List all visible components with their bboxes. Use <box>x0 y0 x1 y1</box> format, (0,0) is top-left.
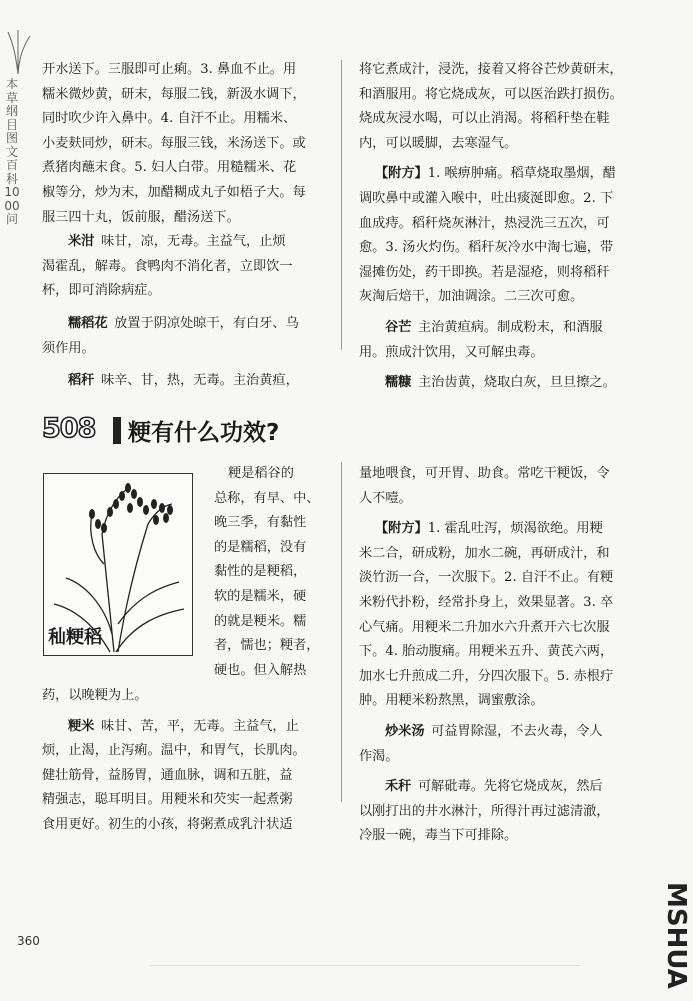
text-line: 人不噎。 <box>359 490 412 506</box>
entry-nuokang <box>359 371 631 396</box>
text-line: 1. 霍乱吐泻，烦渴欲绝。用粳 <box>427 521 603 537</box>
text-line: 小麦麸同炒，研末。每服三钱，米汤送下。或 <box>42 135 306 151</box>
right-column-top <box>359 58 631 396</box>
text-line: 的是糯稻，没有 <box>214 539 307 555</box>
entry-chaomitang <box>359 720 631 745</box>
text-line: 以刚打出的井水淋汁，所得汁再过滤清澈， <box>359 803 610 819</box>
text-line: 煮猪肉蘸末食。5. 妇人白带。用糙糯米、花 <box>42 160 297 176</box>
text-line: 须作用。 <box>42 340 95 356</box>
text-line: 1. 喉痹肿痛。稻草烧取墨烟，醋 <box>427 166 616 182</box>
text-line: 心气痛。用粳米二升加水六升煮开六七次服 <box>359 619 610 635</box>
entry-term: 糯糠 <box>385 375 412 391</box>
leaf-ornament-icon <box>4 28 32 76</box>
text-line: 米二合，研成粉，加水二碗，再研成汁，和 <box>359 545 610 561</box>
text-line: 下。4. 胎动腹痛。用粳米五升、黄芪六两， <box>359 644 614 660</box>
section-title: 粳有什么功效? <box>128 420 280 446</box>
entry-term: 【附方】 <box>375 521 428 537</box>
section-number: 508 <box>42 413 96 444</box>
text-line: 将它煮成汁，浸洗，接着又将谷芒炒黄研末， <box>359 62 623 77</box>
right-column-bottom <box>359 462 631 849</box>
text-line: 血成痔。稻秆烧灰淋汁，热浸洗三五次，可 <box>359 215 610 231</box>
text-line: 同时吹少许入鼻中。4. 自汗不止。用糯米、 <box>42 111 297 127</box>
entry-term: 禾秆 <box>385 779 412 795</box>
text-line: 硬也。但入解热 <box>214 662 307 678</box>
text-line: 作渴。 <box>359 748 399 764</box>
text-line: 杯，即可消除病症。 <box>42 283 161 299</box>
text-line: 粳是稻谷的 <box>228 466 294 481</box>
text-line: 黏性的是粳稻， <box>214 564 307 580</box>
text-line: 用。煎成汁饮用，又可解虫毒。 <box>359 344 544 360</box>
text-line: 食用更好。初生的小孩，将粥煮成乳汁状适 <box>42 816 293 832</box>
text-line: 可解砒毒。先将它烧成灰，然后 <box>417 779 603 795</box>
text-line: 的就是粳米。糯 <box>214 613 307 629</box>
text-line: 烦，止渴，止泻痢。温中，和胃气，长肌肉。 <box>42 743 306 759</box>
text-line: 味甘、苦，平，无毒。主益气，止 <box>100 718 299 734</box>
text-line: 可益胃除湿，不去火毒，令人 <box>431 723 603 739</box>
section-bar <box>113 417 121 444</box>
entry-term: 谷芒 <box>385 319 412 335</box>
text-line: 冷服一碗，毒当下可排除。 <box>359 828 518 844</box>
text-line: 软的是糯米，硬 <box>214 588 307 604</box>
text-line: 烧成灰浸水喝，可以止消渴。将稻秆垫在鞋 <box>359 111 610 127</box>
text-line: 内，可以暖脚，去寒湿气。 <box>359 135 518 151</box>
book-side-title: 本草纲目图文百科1000问 <box>4 77 20 226</box>
entry-jingmi <box>42 715 322 740</box>
text-line: 者，懦也；粳者， <box>214 638 320 654</box>
entry-term: 炒米汤 <box>385 723 425 739</box>
text-line: 灰淘后焙干，加油调涂。二三次可愈。 <box>359 289 584 305</box>
entry-hegan <box>359 775 631 800</box>
text-line: 总称，有早、中、 <box>214 490 320 506</box>
text-line: 愈。3. 汤火灼伤。稻秆灰冷水中淘七遍，带 <box>359 240 614 256</box>
text-line: 健壮筋骨，益肠胃，通血脉，调和五脏，益 <box>42 767 293 783</box>
left-column-top <box>42 58 314 394</box>
entry-nuodaohua <box>42 312 314 337</box>
entry-term: 糯稻花 <box>68 315 108 331</box>
intro-wrap-text <box>214 462 326 683</box>
text-line: 糯米微炒黄，研末，每服二钱，新汲水调下， <box>42 86 306 102</box>
entry-daogan <box>42 369 314 394</box>
entry-term: 【附方】 <box>375 166 428 182</box>
text-line: 药，以晚粳为上。 <box>42 688 148 703</box>
text-line: 精强志，聪耳明目。用粳米和芡实一起煮粥 <box>42 792 293 808</box>
entry-term: 粳米 <box>68 718 95 734</box>
text-line: 服三四十丸，饭前服，醋汤送下。 <box>42 209 240 225</box>
column-divider <box>341 462 342 802</box>
column-divider <box>341 60 342 350</box>
entry-guman <box>359 316 631 341</box>
left-column-bottom <box>42 684 322 838</box>
text-line: 放置于阴凉处晾干，有白牙、乌 <box>114 315 299 331</box>
text-line: 和酒服用。将它烧成灰，可以医治跌打损伤。 <box>359 86 623 102</box>
entry-term: 稻秆 <box>68 373 95 389</box>
watermark: MSHUA <box>661 882 691 989</box>
text-line: 调吹鼻中或灌入喉中，吐出痰涎即愈。2. 下 <box>359 190 614 206</box>
text-line: 加水七升煎成二升，分四次服下。5. 赤根疔 <box>359 668 614 684</box>
text-line: 开水送下。三服即可止痢。3. 鼻血不止。用 <box>42 62 297 77</box>
illustration-label: 秈粳稻 <box>48 627 102 648</box>
footer-rule <box>150 965 580 966</box>
entry-fufang <box>359 162 631 187</box>
text-line: 肿。用粳米粉熬黑，调蜜敷涂。 <box>359 693 544 709</box>
entry-term: 米泔 <box>68 234 95 250</box>
entry-migan <box>42 230 314 255</box>
text-line: 椒等分，炒为末，加醋糊成丸子如梧子大。每 <box>42 184 306 200</box>
text-line: 主治齿黄，烧取白灰，旦旦擦之。 <box>417 375 616 391</box>
text-line: 渴霍乱，解毒。食鸭肉不消化者，立即饮一 <box>42 258 293 274</box>
page-number: 360 <box>17 934 40 948</box>
text-line: 湿摊伤处，药干即换。若是湿疮，则将稻秆 <box>359 264 610 280</box>
text-line: 主治黄疸病。制成粉末，和酒服 <box>417 319 603 335</box>
entry-fufang <box>359 517 631 542</box>
text-line: 量地喂食，可开胃、助食。常吃干粳饭，令 <box>359 466 610 481</box>
text-line: 晚三季，有黏性 <box>214 515 307 531</box>
rice-plant-illustration <box>43 473 193 656</box>
text-line: 味辛、甘，热，无毒。主治黄疸， <box>100 373 299 389</box>
text-line: 淡竹沥一合，一次服下。2. 自汗不止。有粳 <box>359 570 614 586</box>
text-line: 味甘，凉，无毒。主益气，止烦 <box>100 234 286 250</box>
text-line: 米粉代扑粉，经常扑身上，效果显著。3. 卒 <box>359 594 614 610</box>
